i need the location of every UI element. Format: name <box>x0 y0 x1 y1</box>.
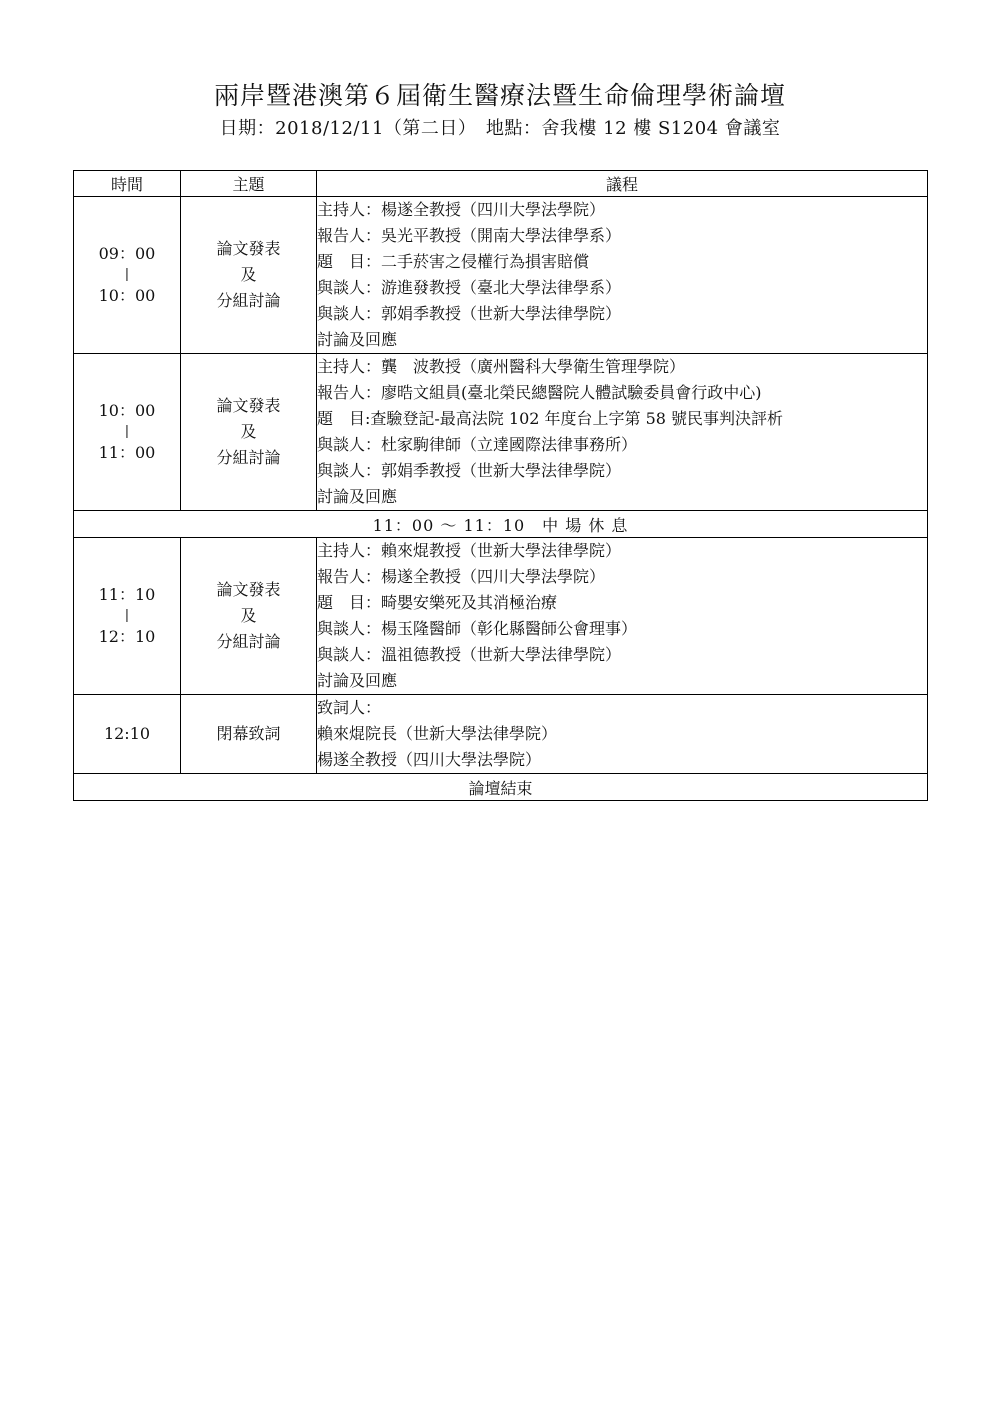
session-time <box>74 197 181 354</box>
paper-title-line: 題 目:查驗登記-最高法院 102 年度台上字第 58 號民事判決評析 <box>317 409 784 428</box>
speaker-label: 致詞人： <box>317 698 382 717</box>
session-program <box>317 538 928 695</box>
time-start: 10：00 <box>98 401 156 420</box>
presenter-line: 報告人：吳光平教授（開南大學法律學系） <box>317 226 622 245</box>
closing-program <box>317 695 928 774</box>
time-start: 09：00 <box>98 244 156 263</box>
session-program <box>317 354 928 511</box>
topic-line: 及 <box>240 422 257 441</box>
time-start: 11：10 <box>98 585 156 604</box>
time-end: 11：00 <box>98 443 156 462</box>
discussion-line: 討論及回應 <box>317 330 398 349</box>
topic-line: 分組討論 <box>216 291 281 310</box>
closing-row <box>74 695 928 774</box>
discussant-line: 與談人：溫祖德教授（世新大學法律學院） <box>317 645 622 664</box>
discussion-line: 討論及回應 <box>317 487 398 506</box>
session-row <box>74 197 928 354</box>
page-subtitle: 日期：2018/12/11（第二日） 地點：舍我樓 12 樓 S1204 會議室 <box>219 118 781 139</box>
moderator-line: 主持人：楊遂全教授（四川大學法學院） <box>317 200 606 219</box>
paper-title-line: 題 目：二手菸害之侵權行為損害賠償 <box>317 252 590 271</box>
topic-line: 論文發表 <box>216 580 281 599</box>
time-separator: | <box>124 267 130 282</box>
time-separator: | <box>124 608 130 623</box>
break-row <box>74 511 928 538</box>
topic-line: 分組討論 <box>216 448 281 467</box>
speaker-line: 楊遂全教授（四川大學法學院） <box>317 750 542 769</box>
column-header-program: 議程 <box>317 171 928 197</box>
closing-topic: 閉幕致詞 <box>181 695 317 774</box>
discussant-line: 與談人：楊玉隆醫師（彰化縣醫師公會理事） <box>317 619 638 638</box>
session-topic <box>181 354 317 511</box>
topic-line: 論文發表 <box>216 396 281 415</box>
topic-line: 論文發表 <box>216 239 281 258</box>
discussant-line: 與談人：郭娟季教授（世新大學法律學院） <box>317 304 622 323</box>
moderator-line: 主持人：賴來焜教授（世新大學法律學院） <box>317 541 622 560</box>
session-time <box>74 538 181 695</box>
session-topic <box>181 197 317 354</box>
topic-line: 及 <box>240 606 257 625</box>
page-title: 兩岸暨港澳第６屆衛生醫療法暨生命倫理學術論壇 <box>213 81 786 110</box>
speaker-line: 賴來焜院長（世新大學法律學院） <box>317 724 558 743</box>
discussant-line: 與談人：郭娟季教授（世新大學法律學院） <box>317 461 622 480</box>
column-header-topic: 主題 <box>181 171 317 197</box>
time-end: 10：00 <box>98 286 156 305</box>
session-time <box>74 354 181 511</box>
discussant-line: 與談人：游進發教授（臺北大學法律學系） <box>317 278 622 297</box>
discussant-line: 與談人：杜家駒律師（立達國際法律事務所） <box>317 435 638 454</box>
header-row <box>74 171 928 197</box>
topic-line: 及 <box>240 265 257 284</box>
discussion-line: 討論及回應 <box>317 671 398 690</box>
time-separator: | <box>124 424 130 439</box>
agenda-table <box>73 170 928 801</box>
time-end: 12：10 <box>98 627 156 646</box>
paper-title-line: 題 目：畸嬰安樂死及其消極治療 <box>317 593 558 612</box>
column-header-time: 時間 <box>74 171 181 197</box>
session-row <box>74 354 928 511</box>
moderator-line: 主持人：龔 波教授（廣州醫科大學衛生管理學院） <box>317 357 686 376</box>
presenter-line: 報告人：廖晧文組員(臺北榮民總醫院人體試驗委員會行政中心) <box>317 383 762 402</box>
session-row <box>74 538 928 695</box>
closing-time: 12:10 <box>74 695 181 774</box>
topic-line: 分組討論 <box>216 632 281 651</box>
session-topic <box>181 538 317 695</box>
end-row <box>74 774 928 801</box>
presenter-line: 報告人：楊遂全教授（四川大學法學院） <box>317 567 606 586</box>
end-cell: 論壇結束 <box>74 774 928 801</box>
break-cell: 11：00 ～ 11：10 中 場 休 息 <box>74 511 928 538</box>
session-program <box>317 197 928 354</box>
